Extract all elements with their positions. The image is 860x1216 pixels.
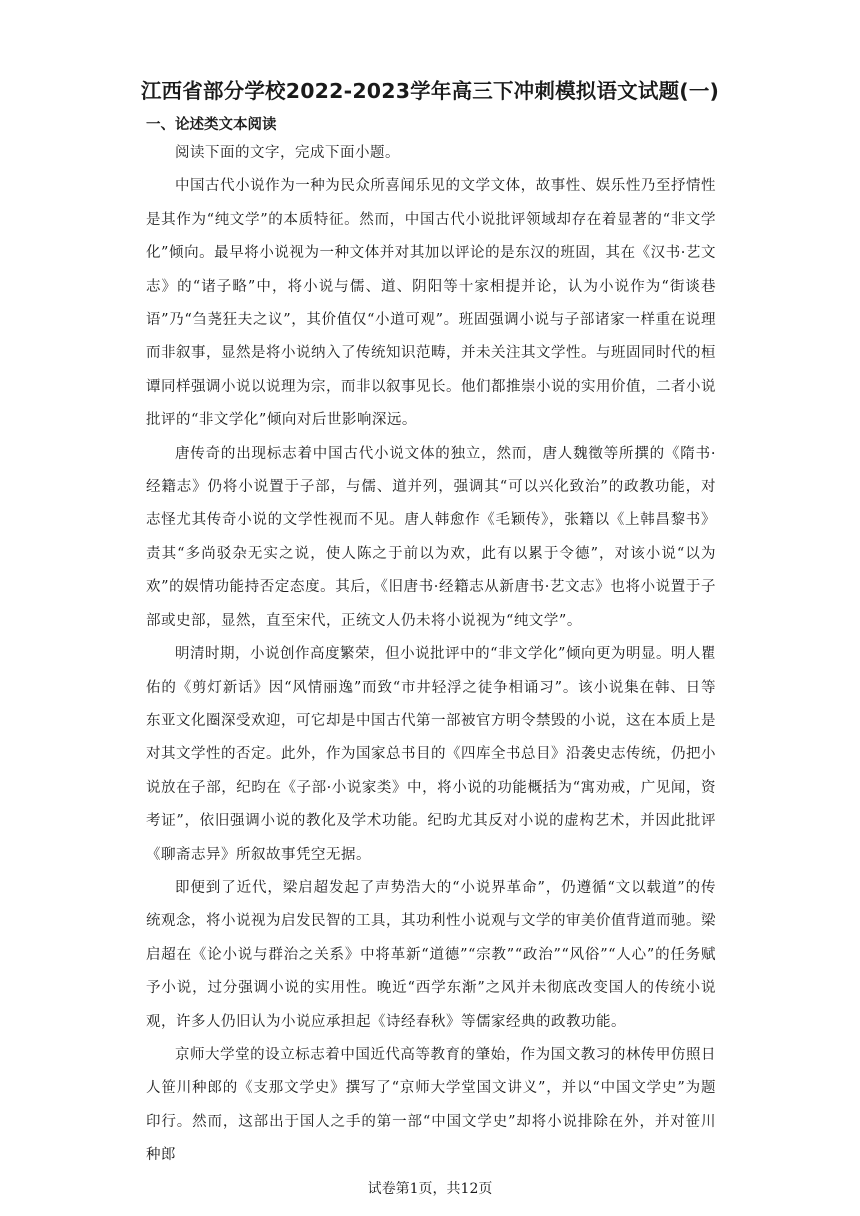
article-body — [146, 137, 716, 1173]
page-footer: 试卷第1页，共12页 — [367, 1181, 493, 1197]
section-heading: 一、论述类文本阅读 — [146, 117, 277, 133]
instruction-paragraph: 阅读下面的文字，完成下面小题。 — [175, 145, 400, 161]
paragraph: 明清时期，小说创作高度繁荣，但小说批评中的“非文学化”倾向更为明显。明人瞿佑的《剪灯新话》因“风情丽逸”而致“市井轻浮之徒争相诵习”。该小说集在韩、日等东亚文化圈深受欢迎，可它却是中国古代第一部被官方明令禁毁的小说，这在本质上是对其文学性的否定。此外，作为国家总书目的《四库全书总目》沿袭史志传统，仍把小说放在子部，纪昀在《子部·小说家类》中，将小说的功能概括为“寓劝戒，广见闻，资考证”，依旧强调小说的教化及学术功能。纪昀尤其反对小说的虚构艺术，并因此批评《聊斋志异》所叙故事凭空无据。 — [146, 646, 716, 863]
page-title: 江西省部分学校2022-2023学年高三下冲刺模拟语文试题(一) — [140, 79, 720, 103]
paragraph: 中国古代小说作为一种为民众所喜闻乐见的文学文体，故事性、娱乐性乃至抒情性是其作为“纯文学”的本质特征。然而，中国古代小说批评领域却存在着显著的“非文学化”倾向。最早将小说视为一种文体并对其加以评论的是东汉的班固，其在《汉书·艺文志》的“诸子略”中，将小说与儒、道、阴阳等十家相提并论，认为小说作为“街谈巷语”乃“刍荛狂夫之议”，其价值仅“小道可观”。班固强调小说与子部诸家一样重在说理而非叙事，显然是将小说纳入了传统知识范畴，并未关注其文学性。与班固同时代的桓谭同样强调小说以说理为宗，而非以叙事见长。他们都推崇小说的实用价值，二者小说批评的“非文学化”倾向对后世影响深远。 — [146, 178, 716, 429]
paragraph: 唐传奇的出现标志着中国古代小说文体的独立，然而，唐人魏徵等所撰的《隋书·经籍志》仍将小说置于子部，与儒、道并列，强调其“可以兴化致治”的政教功能，对志怪尤其传奇小说的文学性视而不见。唐人韩愈作《毛颖传》，张籍以《上韩昌黎书》责其“多尚驳杂无实之说，使人陈之于前以为欢，此有以累于令德”，对该小说“以为欢”的娱情功能持否定态度。其后，《旧唐书·经籍志从新唐书·艺文志》也将小说置于子部或史部，显然，直至宋代，正统文人仍未将小说视为“纯文学”。 — [146, 445, 716, 629]
paragraph: 即便到了近代，梁启超发起了声势浩大的“小说界革命”，仍遵循“文以载道”的传统观念，将小说视为启发民智的工具，其功利性小说观与文学的审美价值背道而驰。梁启超在《论小说与群治之关系》中将革新“道德”“宗教”“政治”“风俗”“人心”的任务赋予小说，过分强调小说的实用性。晚近“西学东渐”之风并未彻底改变国人的传统小说观，许多人仍旧认为小说应承担起《诗经春秋》等儒家经典的政教功能。 — [146, 879, 716, 1030]
paragraph: 京师大学堂的设立标志着中国近代高等教育的肇始，作为国文教习的林传甲仿照日人笹川种郎的《支那文学史》撰写了“京师大学堂国文讲义”，并以“中国文学史”为题印行。然而，这部出于国人之手的第一部“中国文学史”却将小说排除在外，并对笹川种郎 — [146, 1046, 716, 1164]
